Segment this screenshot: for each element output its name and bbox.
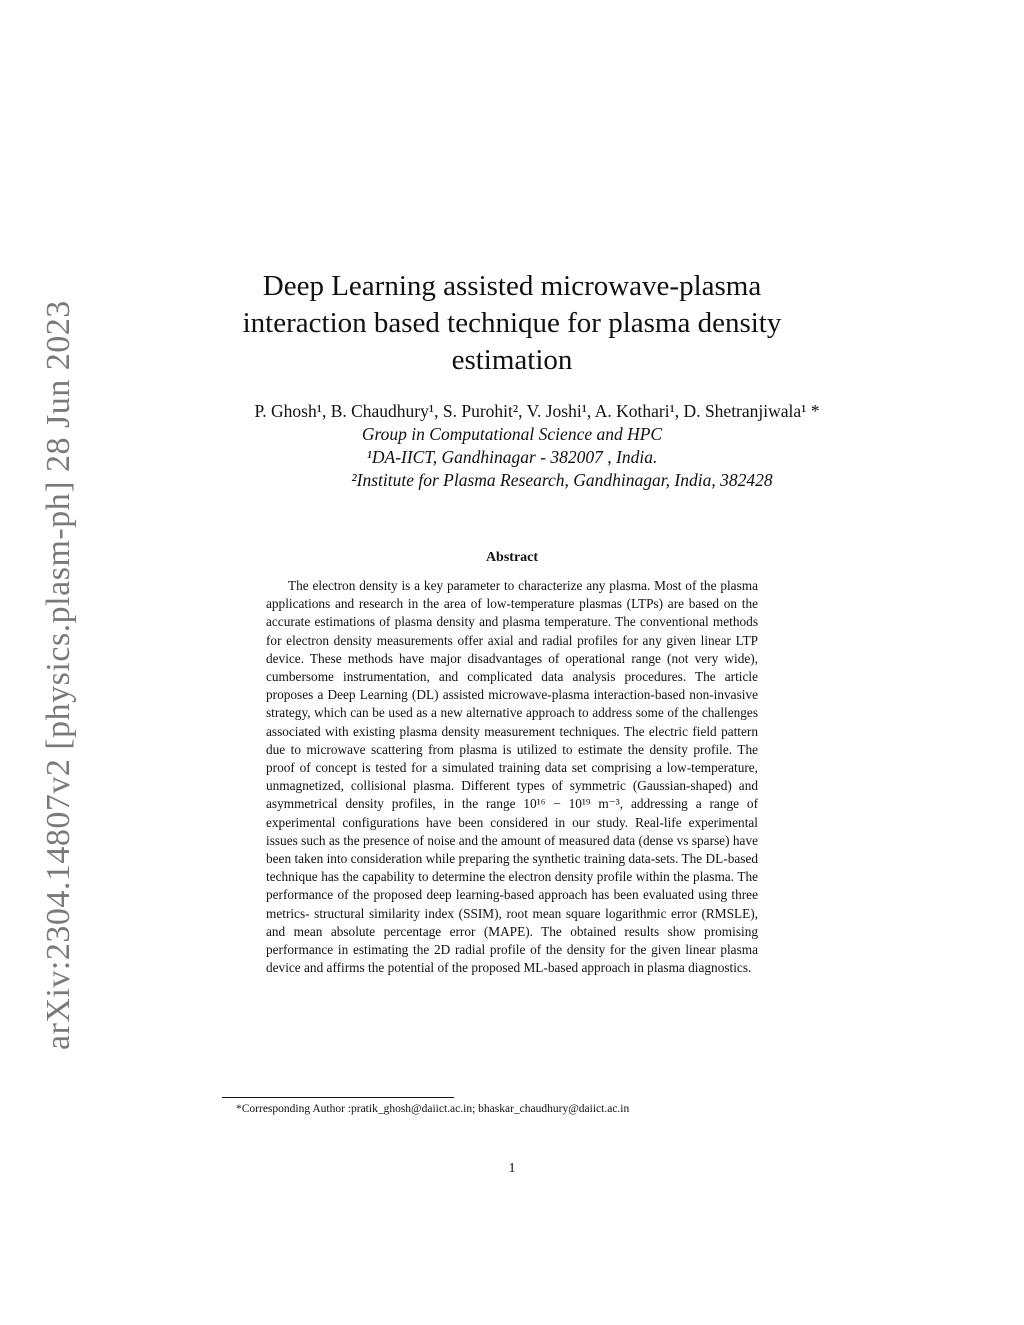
arxiv-identifier: arXiv:2304.14807v2 [physics.plasm-ph] 28 Jun 2023 — [40, 300, 77, 1050]
page-number: 1 — [508, 1161, 516, 1176]
abstract-heading: Abstract — [485, 550, 539, 565]
author-list: P. Ghosh¹, B. Chaudhury¹, S. Purohit², V. Joshi¹, A. Kothari¹, D. Shetranjiwala¹ * — [254, 401, 820, 421]
footnote-divider — [222, 1097, 454, 1098]
abstract-text: The electron density is a key parameter to characterize any plasma. Most of the plasma applications and research in the area of low-temperature plasmas (LTPs) are based on the accurate estimations of plasma density and plasma temperature. The conventional methods for electron density measurements offer axial and radial profiles for any given linear LTP device. These methods have major disadvantages of operational range (not very wide), cumbersome instrumentation, and complicated data analysis procedures. The article proposes a Deep Learning (DL) assisted microwave-plasma interaction-based non-invasive strategy, which can be used as a new alternative approach to address some of the challenges associated with existing plasma density measurement techniques. The electric field pattern due to microwave scattering from plasma is utilized to estimate the density profile. The proof of concept is tested for a simulated training data set comprising a low-temperature, unmagnetized, collisional plasma. Different types of symmetric (Gaussian-shaped) and asymmetrical density profiles, in the range 10¹⁶ − 10¹⁹ m⁻³, addressing a range of experimental configurations have been considered in our study. Real-life experimental issues such as the presence of noise and the amount of measured data (dense vs sparse) have been taken into consideration while preparing the synthetic training data-sets. The DL-based technique has the capability to determine the electron density profile within the plasma. The performance of the proposed deep learning-based approach has been evaluated using three metrics- structural similarity index (SSIM), root mean square logarithmic error (RMSLE), and mean absolute percentage error (MAPE). The obtained results show promising performance in estimating the 2D radial profile of the density for the given linear plasma device and affirms the potential of the proposed ML-based approach in plasma diagnostics. — [266, 578, 758, 976]
research-group: Group in Computational Science and HPC — [361, 424, 663, 444]
corresponding-author-footnote: *Corresponding Author :pratik_ghosh@daiict.ac.in; bhaskar_chaudhury@daiict.ac.in — [236, 1103, 630, 1115]
affiliation-2: ²Institute for Plasma Research, Gandhinagar, India, 382428 — [351, 470, 773, 490]
author-block — [200, 400, 824, 492]
affiliation-1: ¹DA-IICT, Gandhinagar - 382007 , India. — [366, 447, 658, 467]
paper-title: Deep Learning assisted microwave-plasma interaction based technique for plasma density estimation — [242, 270, 782, 376]
